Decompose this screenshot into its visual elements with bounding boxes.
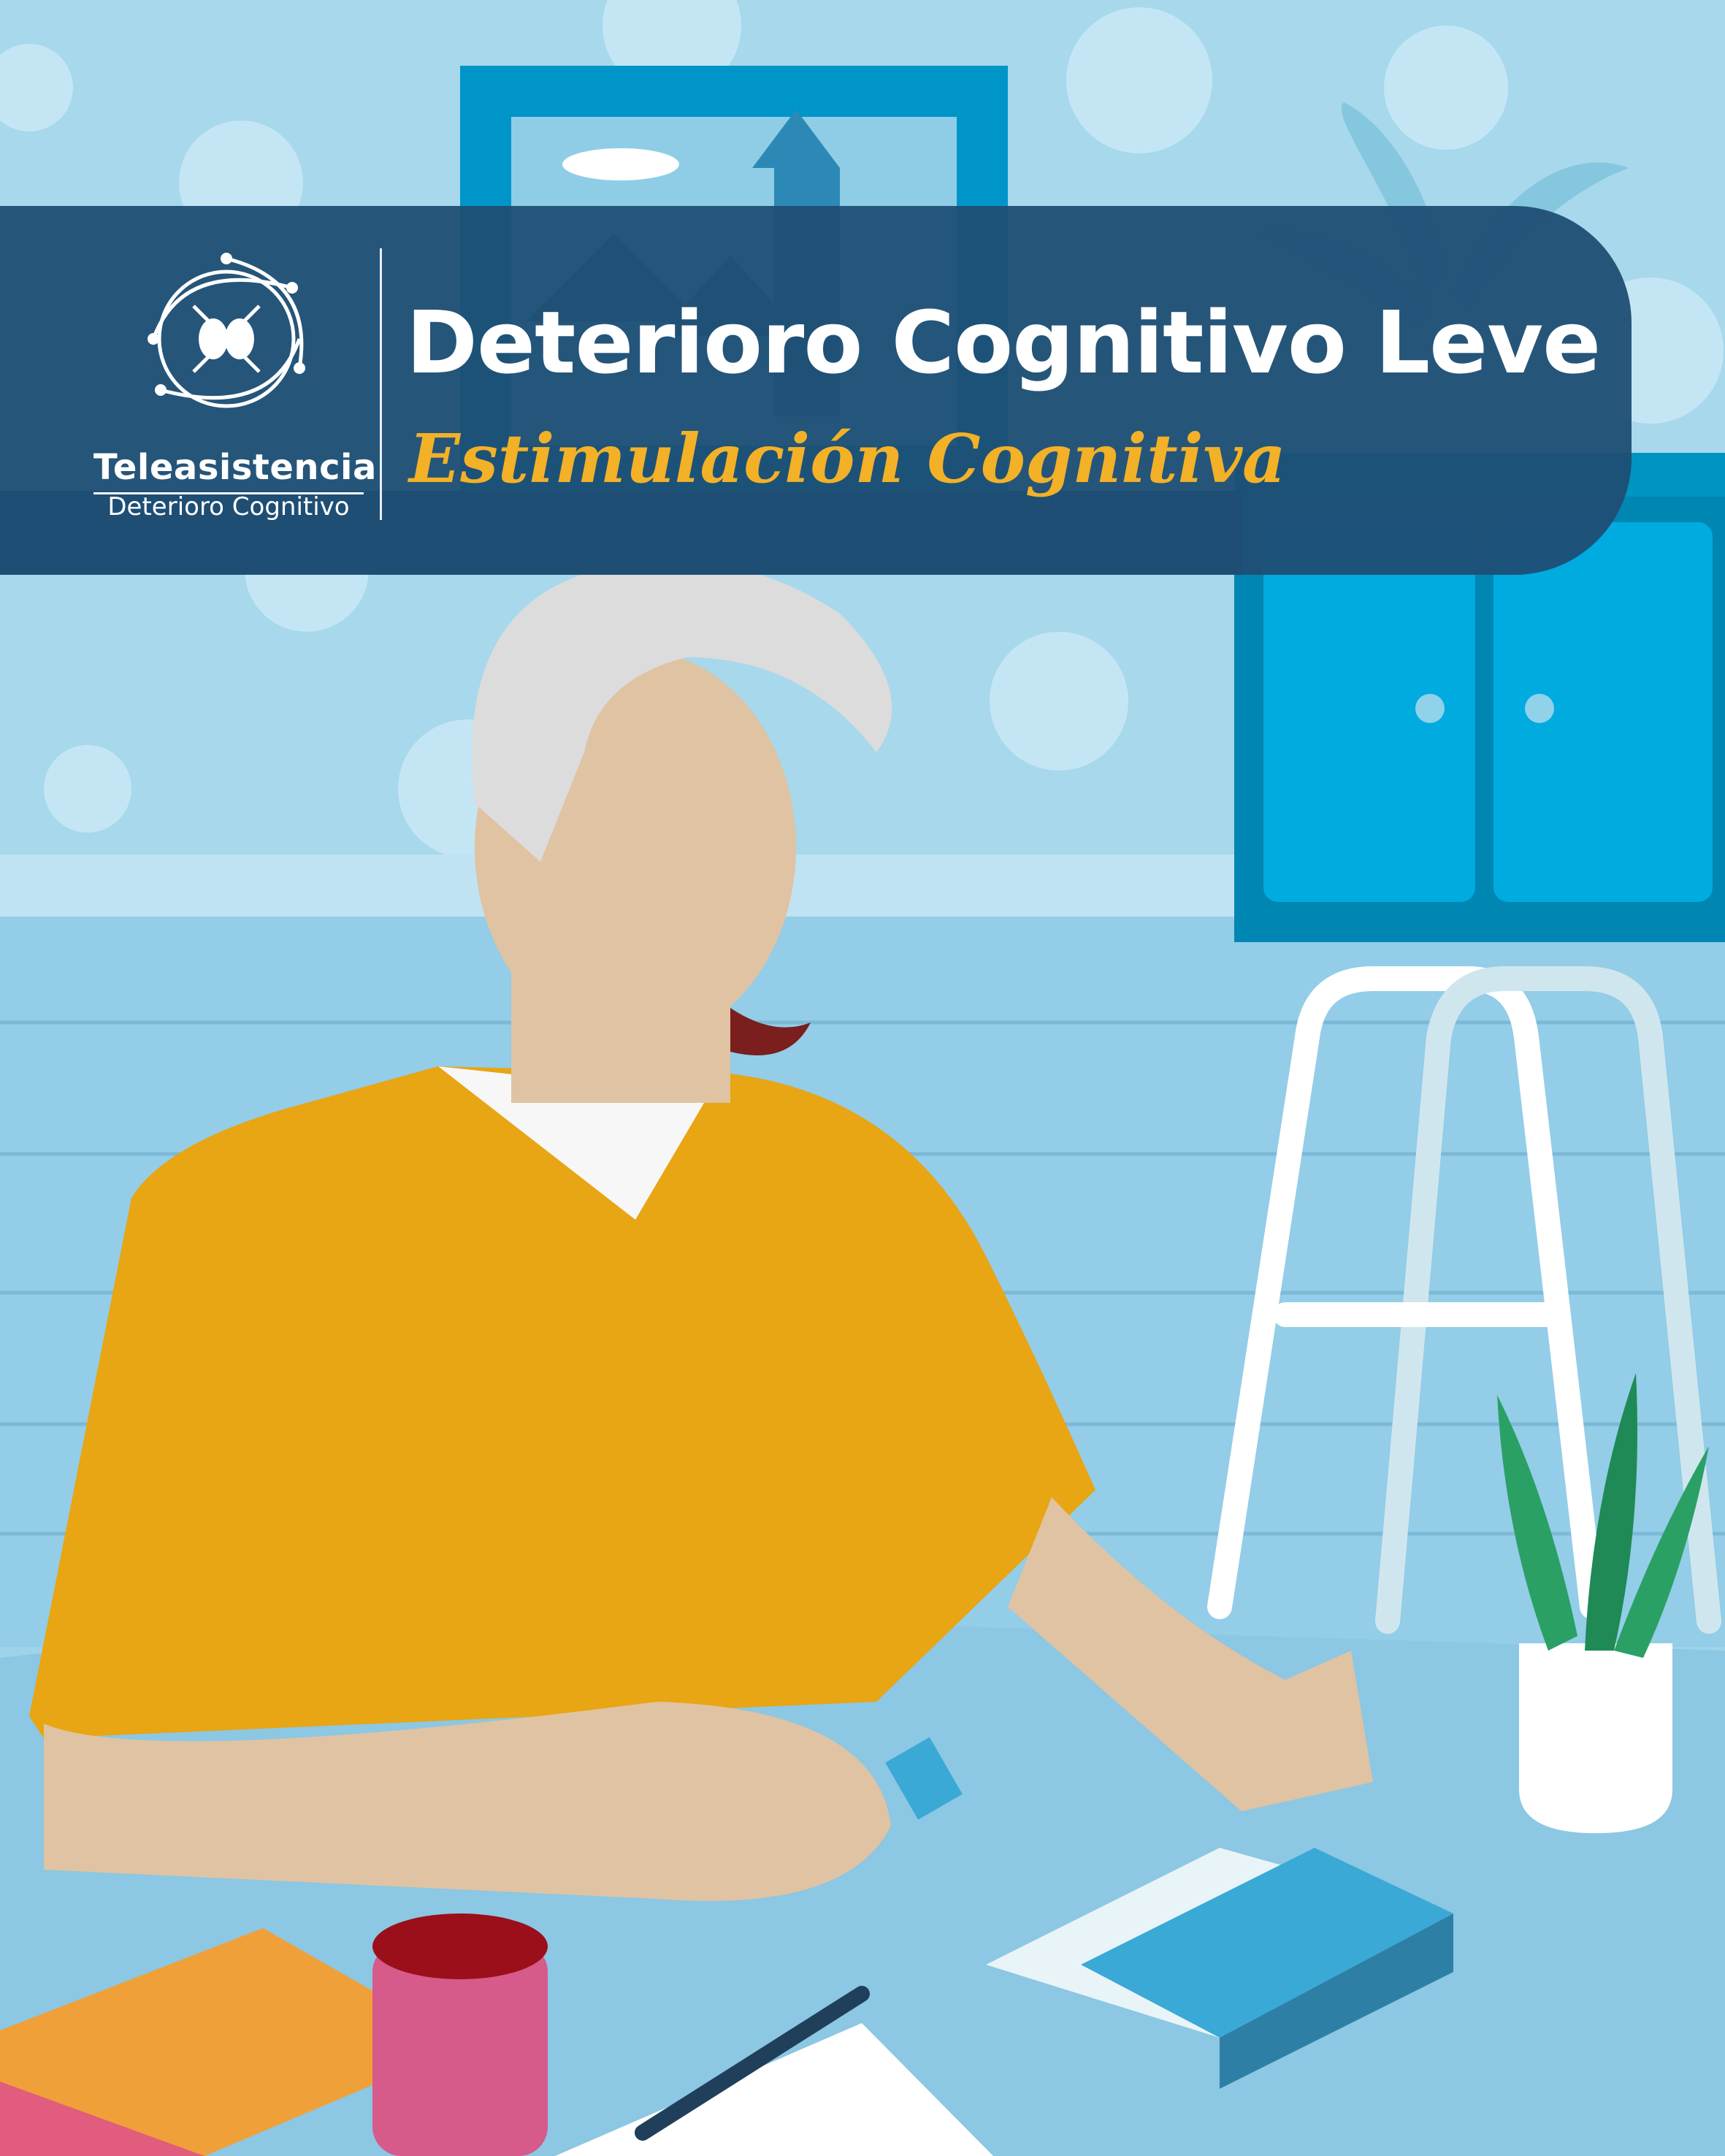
title-banner <box>0 206 1725 575</box>
brand-tagline: Deterioro Cognitivo <box>107 492 350 521</box>
brain-orbit-icon <box>124 237 329 441</box>
page-subtitle: Estimulación Cognitiva <box>409 419 1286 498</box>
banner-divider <box>380 248 382 520</box>
page-title: Deterioro Cognitivo Leve <box>406 292 1601 393</box>
mug <box>372 1914 548 2156</box>
brand-name: Teleasistencia <box>93 447 364 494</box>
